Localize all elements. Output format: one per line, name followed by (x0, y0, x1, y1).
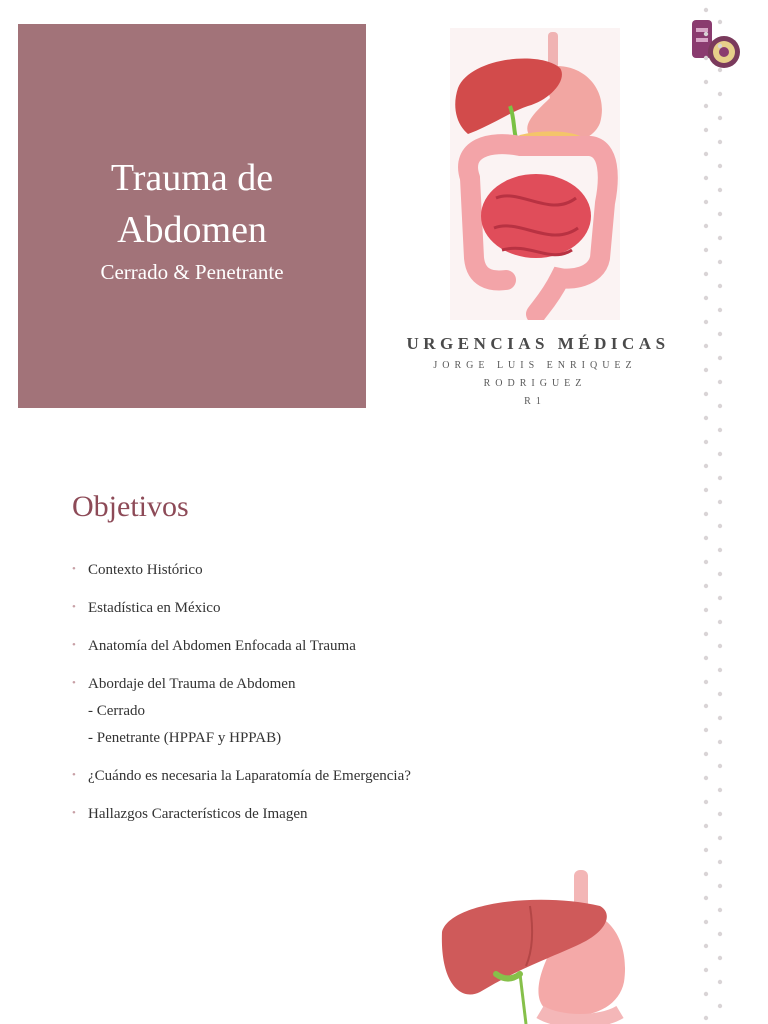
author-name-line-1: JORGE LUIS ENRIQUEZ (433, 360, 637, 371)
objective-item (72, 768, 411, 785)
title-box (18, 24, 366, 408)
objectives-list (72, 562, 411, 823)
objective-label: Anatomía del Abdomen Enfocada al Trauma (88, 638, 356, 654)
objective-item (72, 562, 411, 579)
digestive-organs-illustration (450, 28, 620, 320)
objective-label: Estadística en México (88, 600, 221, 616)
bullet-icon: • (72, 563, 76, 575)
objective-item (72, 600, 411, 617)
author-rank: R1 (524, 396, 546, 407)
objective-label: Contexto Histórico (88, 562, 203, 578)
bullet-icon: • (72, 601, 76, 613)
bullet-icon: • (72, 807, 76, 819)
objective-label: Abordaje del Trauma de Abdomen (88, 676, 296, 692)
objective-subitem: - Penetrante (HPPAF y HPPAB) (88, 730, 282, 746)
liver-stomach-illustration (430, 862, 630, 1024)
section-heading: Objetivos (72, 490, 189, 523)
title-line-2: Abdomen (117, 209, 267, 251)
bullet-icon: • (72, 677, 76, 689)
objective-subitem: - Cerrado (88, 703, 146, 719)
objective-item (72, 676, 411, 747)
bullet-icon: • (72, 769, 76, 781)
objective-item (72, 638, 411, 655)
objective-label: ¿Cuándo es necesaria la Laparatomía de Emergencia? (88, 768, 411, 784)
subject-heading: URGENCIAS MÉDICAS (406, 334, 670, 353)
objective-label: Hallazgos Característicos de Imagen (88, 806, 308, 822)
bullet-icon: • (72, 639, 76, 651)
title-line-1: Trauma de (110, 157, 274, 199)
dotted-border-decoration (696, 0, 736, 1024)
objective-item (72, 806, 411, 823)
author-name-line-2: RODRIGUEZ (483, 378, 587, 389)
title-subtitle: Cerrado & Penetrante (100, 260, 284, 284)
